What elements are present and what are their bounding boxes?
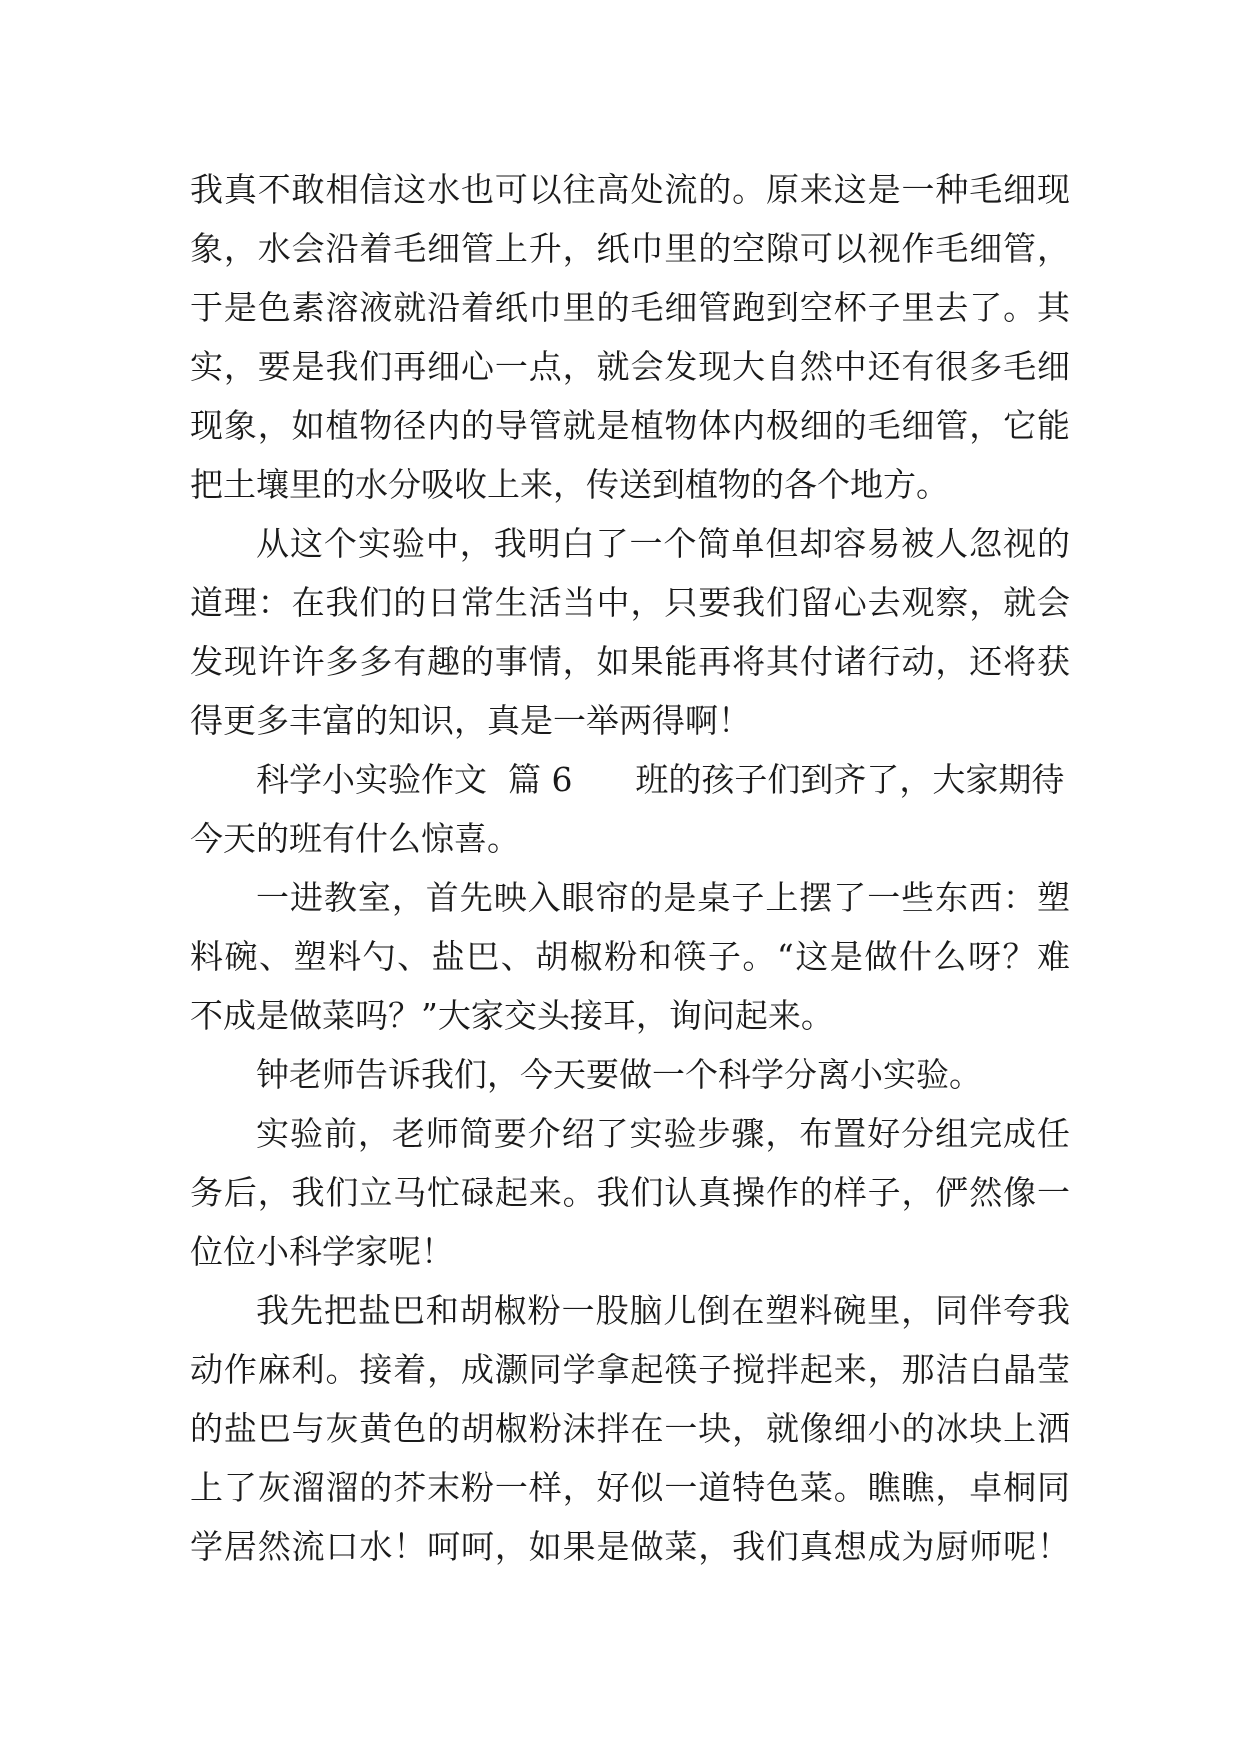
- text-line: 实验前，老师简要介绍了实验步骤，布置好分组完成任: [256, 1114, 1070, 1153]
- text-line: 料碗、塑料勺、盐巴、胡椒粉和筷子。“这是做什么呀？难: [190, 937, 1070, 976]
- text-line: 我真不敢相信这水也可以往高处流的。原来这是一种毛细现: [190, 170, 1070, 209]
- text-line: 我先把盐巴和胡椒粉一股脑儿倒在塑料碗里，同伴夸我: [256, 1291, 1070, 1330]
- text-line: 从这个实验中，我明白了一个简单但却容易被人忽视的: [256, 524, 1070, 563]
- text-line: 于是色素溶液就沿着纸巾里的毛细管跑到空杯子里去了。其: [190, 288, 1070, 327]
- text-line: 位位小科学家呢！: [190, 1232, 454, 1271]
- text-line: 的盐巴与灰黄色的胡椒粉沫拌在一块，就像细小的冰块上洒: [190, 1409, 1070, 1448]
- text-line: 学居然流口水！呵呵，如果是做菜，我们真想成为厨师呢！: [190, 1527, 1070, 1566]
- text-line: 动作麻利。接着，成灏同学拿起筷子搅拌起来，那洁白晶莹: [190, 1350, 1070, 1389]
- text-line: 实，要是我们再细心一点，就会发现大自然中还有很多毛细: [190, 347, 1070, 386]
- text-line: 务后，我们立马忙碌起来。我们认真操作的样子，俨然像一: [190, 1173, 1070, 1212]
- text-line: 一进教室，首先映入眼帘的是桌子上摆了一些东西：塑: [256, 878, 1070, 917]
- text-line: 象，水会沿着毛细管上升，纸巾里的空隙可以视作毛细管，: [190, 229, 1070, 268]
- text-line: 不成是做菜吗？”大家交头接耳，询问起来。: [190, 996, 834, 1035]
- text-line: 今天的班有什么惊喜。: [190, 819, 520, 858]
- text-line: 道理：在我们的日常生活当中，只要我们留心去观察，就会: [190, 583, 1070, 622]
- section-heading-line: 科学小实验作文 篇 6 班的孩子们到齐了，大家期待: [256, 760, 1065, 799]
- text-line: 上了灰溜溜的芥末粉一样，好似一道特色菜。瞧瞧，卓桐同: [190, 1468, 1070, 1507]
- text-line: 把土壤里的水分吸收上来，传送到植物的各个地方。: [190, 465, 949, 504]
- text-line: 钟老师告诉我们，今天要做一个科学分离小实验。: [256, 1055, 982, 1094]
- text-line: 现象，如植物径内的导管就是植物体内极细的毛细管，它能: [190, 406, 1070, 445]
- text-line: 得更多丰富的知识，真是一举两得啊！: [190, 701, 751, 740]
- essay-body: [190, 160, 1070, 1576]
- text-line: 发现许许多多有趣的事情，如果能再将其付诸行动，还将获: [190, 642, 1070, 681]
